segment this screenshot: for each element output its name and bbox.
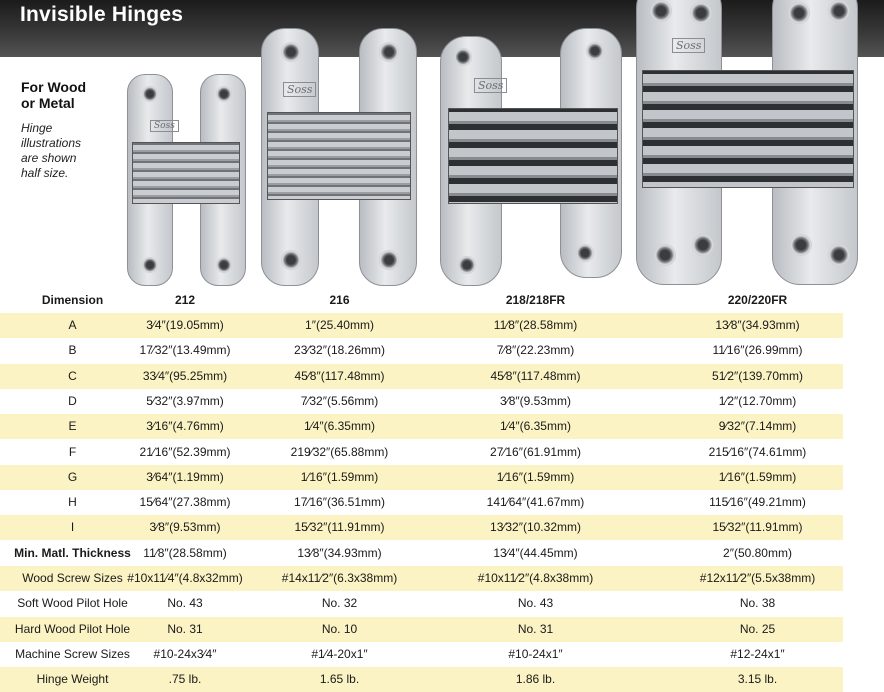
table-cell: No. 32	[321, 596, 358, 611]
table-cell: 141⁄64″(41.67mm)	[486, 495, 585, 510]
table-cell: 11⁄8″(28.58mm)	[493, 318, 578, 332]
intro-title: For Wood or Metal	[21, 79, 87, 111]
table-cell: 15⁄32″(11.91mm)	[294, 520, 385, 535]
row-label: Wood Screw Sizes	[22, 571, 123, 585]
table-row	[0, 566, 884, 591]
row-label: C	[68, 368, 77, 383]
table-cell: #10x11⁄2″(4.8x38mm)	[477, 571, 594, 585]
hinge-212-image	[122, 72, 248, 287]
table-cell: 13⁄8″(34.93mm)	[715, 318, 800, 332]
table-row	[0, 389, 884, 414]
table-row	[0, 338, 884, 363]
screw-hole	[454, 48, 472, 66]
screw-hole	[379, 250, 399, 270]
screw-hole	[576, 244, 594, 262]
table-cell: 1″(25.40mm)	[305, 318, 374, 332]
header-220: 220/220FR	[727, 293, 788, 307]
table-cell: 13⁄32″(10.32mm)	[490, 520, 581, 535]
table-row	[0, 490, 884, 515]
screw-hole	[281, 250, 301, 270]
hinge-216-image	[255, 26, 423, 288]
table-cell: 3.15 lb.	[737, 672, 778, 687]
table-cell: 45⁄8″(117.48mm)	[294, 368, 385, 383]
table-cell: 11⁄8″(28.58mm)	[143, 545, 227, 560]
table-cell: 3⁄4″(19.05mm)	[146, 318, 224, 332]
screw-hole	[790, 234, 812, 256]
table-cell: No. 25	[739, 621, 776, 636]
table-cell: No. 31	[167, 621, 203, 636]
row-label: B	[68, 343, 77, 358]
table-row	[0, 465, 884, 490]
row-label: Machine Screw Sizes	[15, 646, 130, 661]
intro-note: Hinge illustrations are shown half size.	[21, 121, 82, 180]
table-cell: 115⁄16″(49.21mm)	[709, 495, 806, 510]
screw-hole	[142, 257, 158, 273]
screw-hole	[216, 86, 232, 102]
table-cell: .75 lb.	[168, 672, 202, 687]
screw-hole	[828, 0, 850, 22]
table-cell: 3⁄8″(9.53mm)	[500, 393, 571, 408]
table-cell: 1⁄16″(1.59mm)	[718, 469, 797, 484]
table-row	[0, 541, 884, 566]
table-cell: 1.86 lb.	[515, 672, 556, 687]
soss-stamp: Soss	[283, 82, 316, 97]
screw-hole	[650, 0, 672, 22]
header-dimension: Dimension	[41, 293, 104, 307]
screw-hole	[142, 86, 158, 102]
screw-hole	[828, 244, 850, 266]
header-212: 212	[174, 293, 196, 307]
table-cell: 3⁄64″(1.19mm)	[146, 469, 224, 484]
screw-hole	[458, 256, 476, 274]
screw-hole	[216, 257, 232, 273]
hinge-220-image	[632, 0, 862, 288]
table-cell: #10-24x3⁄4″	[153, 646, 217, 661]
hinge-barrel	[267, 112, 411, 200]
table-row	[0, 667, 884, 692]
table-row	[0, 313, 884, 338]
table-cell: #12-24x1″	[730, 646, 785, 661]
table-cell: #1⁄4-20x1″	[311, 646, 368, 661]
table-cell: 45⁄8″(117.48mm)	[490, 368, 581, 383]
table-row	[0, 440, 884, 465]
table-cell: #10x11⁄4″(4.8x32mm)	[127, 571, 243, 585]
soss-stamp: Soss	[672, 38, 705, 53]
table-cell: 13⁄8″(34.93mm)	[297, 545, 382, 560]
table-cell: 1⁄4″(6.35mm)	[500, 419, 571, 434]
table-row	[0, 617, 884, 642]
table-cell: 3⁄16″(4.76mm)	[146, 419, 224, 434]
table-cell: No. 10	[321, 621, 358, 636]
table-cell: 27⁄16″(61.91mm)	[490, 444, 581, 459]
table-row	[0, 515, 884, 540]
page-title: Invisible Hinges	[20, 3, 184, 26]
row-label: Hard Wood Pilot Hole	[14, 621, 131, 636]
table-cell: No. 43	[167, 596, 203, 611]
intro-block	[21, 79, 121, 181]
row-label: Hinge Weight	[36, 672, 109, 687]
row-label: F	[68, 444, 77, 459]
table-cell: 7⁄32″(5.56mm)	[300, 393, 379, 408]
table-row	[0, 364, 884, 389]
table-cell: 1⁄16″(1.59mm)	[300, 469, 379, 484]
table-cell: 1⁄4″(6.35mm)	[304, 419, 375, 434]
screw-hole	[788, 2, 810, 24]
table-cell: No. 31	[517, 621, 554, 636]
table-cell: 1⁄2″(12.70mm)	[718, 393, 797, 408]
table-cell: 5⁄32″(3.97mm)	[146, 393, 224, 408]
table-cell: 23⁄32″(18.26mm)	[294, 343, 385, 358]
table-cell: #12x11⁄2″(5.5x38mm)	[699, 571, 816, 585]
table-cell: 215⁄16″(74.61mm)	[708, 444, 807, 459]
table-cell: 17⁄32″(13.49mm)	[139, 343, 231, 358]
table-cell: 7⁄8″(22.23mm)	[496, 343, 575, 358]
table-cell: 21⁄16″(52.39mm)	[139, 444, 231, 459]
table-header-row	[0, 288, 884, 313]
row-label: E	[68, 419, 77, 434]
table-cell: 11⁄16″(26.99mm)	[712, 343, 803, 358]
table-cell: 15⁄32″(11.91mm)	[712, 520, 803, 535]
table-cell: #14x11⁄2″(6.3x38mm)	[281, 571, 398, 585]
row-label: Soft Wood Pilot Hole	[17, 596, 128, 611]
table-cell: 1⁄16″(1.59mm)	[496, 469, 575, 484]
screw-hole	[692, 234, 714, 256]
row-label: H	[68, 495, 77, 510]
table-cell: 15⁄64″(27.38mm)	[139, 495, 231, 510]
hinge-218-image	[436, 26, 626, 288]
table-cell: 13⁄4″(44.45mm)	[493, 545, 578, 560]
screw-hole	[690, 2, 712, 24]
table-cell: No. 38	[739, 596, 776, 611]
table-cell: 1.65 lb.	[319, 672, 360, 687]
screw-hole	[586, 42, 604, 60]
soss-stamp: Soss	[474, 78, 507, 93]
row-label: I	[70, 520, 75, 535]
table-cell: 33⁄4″(95.25mm)	[142, 368, 228, 383]
row-label: A	[68, 318, 77, 332]
row-label: G	[67, 469, 78, 484]
table-row	[0, 642, 884, 667]
table-cell: 3⁄8″(9.53mm)	[149, 520, 221, 535]
hinge-barrel	[132, 142, 240, 204]
hinge-barrel	[448, 108, 618, 204]
screw-hole	[379, 42, 399, 62]
header-216: 216	[329, 293, 350, 307]
header-218: 218/218FR	[505, 293, 566, 307]
table-cell: 9⁄32″(7.14mm)	[718, 419, 797, 434]
soss-stamp: Soss	[150, 120, 179, 132]
table-row	[0, 591, 884, 616]
hinge-barrel	[642, 70, 854, 188]
screw-hole	[654, 244, 676, 266]
table-cell: 2″(50.80mm)	[723, 545, 792, 560]
screw-hole	[281, 42, 301, 62]
table-cell: 51⁄2″(139.70mm)	[712, 368, 803, 383]
table-cell: No. 43	[517, 596, 554, 611]
row-label: Min. Matl. Thickness	[14, 545, 131, 560]
table-row	[0, 414, 884, 439]
table-cell: 17⁄16″(36.51mm)	[294, 495, 385, 510]
table-cell: 219⁄32″(65.88mm)	[290, 444, 389, 459]
table-cell: #10-24x1″	[508, 646, 563, 661]
row-label: D	[68, 393, 77, 408]
